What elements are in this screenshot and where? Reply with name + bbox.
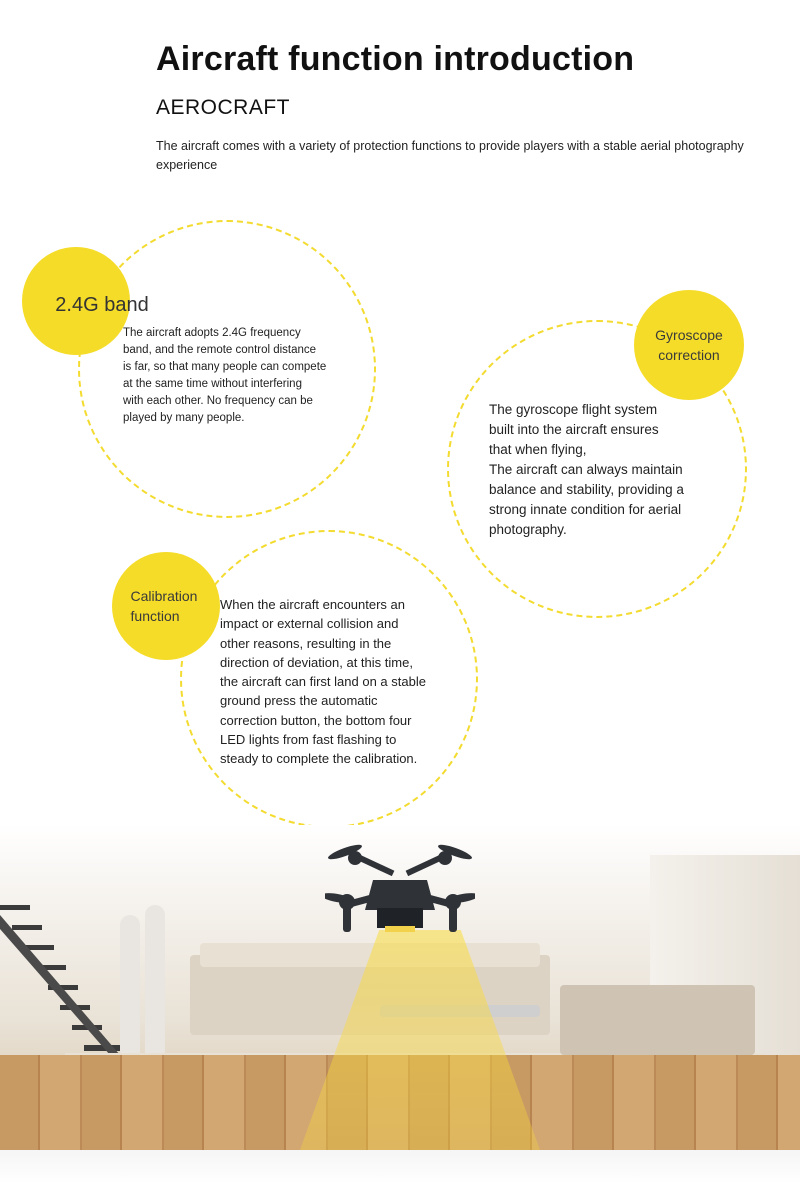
band-badge	[22, 247, 149, 355]
drone-icon	[325, 840, 475, 950]
band-description: The aircraft adopts 2.4G frequency band, and the remote control distance is far, so that many people can compete at the same time without interfering with each other. No frequency can be played by many people.	[123, 327, 327, 424]
calibration-badge-label: Calibration function	[130, 588, 198, 624]
gyro-description: The gyroscope flight system built into the aircraft ensures that when flying, The aircraft can always maintain balance and stability, providing a strong innate condition for aerial photography.	[489, 402, 684, 537]
vase-right	[145, 905, 165, 1055]
intro-text: The aircraft comes with a variety of protection functions to provide players with a stable aerial photography experience	[156, 139, 744, 172]
calibration-description: When the aircraft encounters an impact or external collision and other reasons, resulting in the direction of deviation, at this time, the aircraft can first land on a stable ground press the automatic correction button, the bottom four LED lights from fast flashing to steady to complete the calibration.	[220, 597, 426, 767]
ottoman	[560, 985, 755, 1055]
calibration-badge	[112, 552, 220, 660]
band-badge-label: 2.4G band	[55, 294, 149, 316]
vase-left	[120, 915, 140, 1055]
living-room-photo	[0, 825, 800, 1150]
gyro-badge	[634, 290, 744, 400]
gyro-badge-label: Gyroscope correction	[655, 327, 723, 363]
bottom-strip	[0, 1150, 800, 1184]
page-title: Aircraft function introduction	[156, 40, 635, 78]
page-subtitle: AEROCRAFT	[156, 96, 291, 119]
